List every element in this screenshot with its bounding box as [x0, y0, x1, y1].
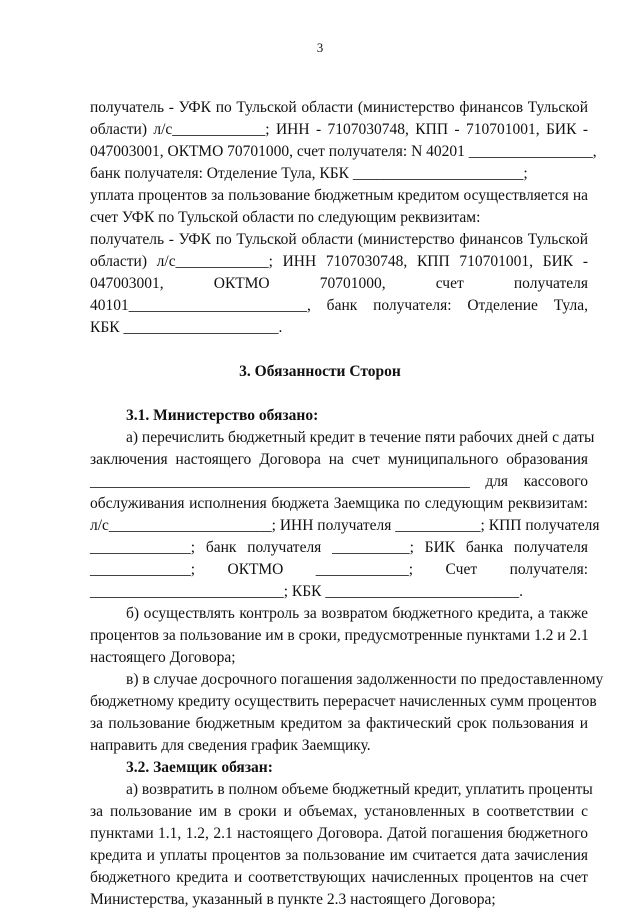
- text-line: _________________________; КБК _________________________.: [90, 583, 524, 600]
- section-heading: 3. Обязанности Сторон: [239, 363, 401, 380]
- text-line: 40101_______________________, банк получателя: Отделение Тула,: [90, 297, 588, 314]
- text-line: а) возвратить в полном объеме бюджетный кредит, уплатить проценты: [126, 781, 593, 798]
- text-line: б) осуществлять контроль за возвратом бюджетного кредита, а также: [126, 605, 588, 622]
- text-line: 047003001, ОКТМО 70701000, счет получателя: N 40201 ________________,: [90, 143, 597, 160]
- text-line: в) в случае досрочного погашения задолженности по предоставленному: [126, 671, 604, 688]
- text-line: области) л/с____________; ИНН 7107030748, КПП 710701001, БИК -: [90, 253, 588, 270]
- text-line: а) перечислить бюджетный кредит в течение пяти рабочих дней с даты: [126, 429, 595, 446]
- text-line: бюджетного кредита и соответствующих начисленных процентов на счет: [90, 869, 588, 886]
- text-line: КБК ____________________.: [90, 319, 283, 336]
- text-line: _________________________________________________ для кассового: [90, 473, 588, 490]
- text-line: кредита и уплаты процентов за пользование им считается дата зачисления: [90, 847, 588, 864]
- subsection-heading: 3.1. Министерство обязано:: [126, 407, 319, 424]
- text-line: процентов за пользование им в сроки, предусмотренные пунктами 1.2 и 2.1: [90, 627, 589, 644]
- text-line: получатель - УФК по Тульской области (министерство финансов Тульской: [90, 231, 588, 248]
- page-number: 3: [316, 40, 324, 55]
- text-line: 047003001, ОКТМО 70701000, счет получателя: [90, 275, 588, 292]
- text-line: л/с_____________________; ИНН получателя ___________; КПП получателя: [90, 517, 600, 534]
- text-line: уплата процентов за пользование бюджетным кредитом осуществляется на: [90, 187, 588, 204]
- text-line: бюджетному кредиту осуществить перерасчет начисленных сумм процентов: [90, 693, 597, 710]
- text-line: _____________; ОКТМО ____________; Счет получателя:: [90, 561, 588, 578]
- text-line: банк получателя: Отделение Тула, КБК ______________________;: [90, 165, 528, 182]
- text-line: за пользование им в сроки и объемах, установленных в соответствии с: [90, 803, 588, 820]
- subsection-heading: 3.2. Заемщик обязан:: [126, 759, 273, 776]
- text-line: настоящего Договора;: [90, 649, 236, 666]
- text-line: за пользование бюджетным кредитом за фактический срок пользования и: [90, 715, 588, 732]
- text-line: счет УФК по Тульской области по следующим реквизитам:: [90, 209, 481, 226]
- text-line: _____________; банк получателя __________; БИК банка получателя: [90, 539, 588, 556]
- text-line: области) л/с____________; ИНН - 7107030748, КПП - 710701001, БИК -: [90, 121, 588, 138]
- text-line: обслуживания исполнения бюджета Заемщика по следующим реквизитам:: [90, 495, 588, 512]
- text-line: получатель - УФК по Тульской области (министерство финансов Тульской: [90, 99, 588, 116]
- text-line: Министерства, указанный в пункте 2.3 настоящего Договора;: [90, 891, 496, 908]
- text-line: направить для сведения график Заемщику.: [90, 737, 371, 754]
- text-line: заключения настоящего Договора на счет муниципального образования: [90, 451, 588, 468]
- text-line: пунктами 1.1, 1.2, 2.1 настоящего Договора. Датой погашения бюджетного: [90, 825, 588, 842]
